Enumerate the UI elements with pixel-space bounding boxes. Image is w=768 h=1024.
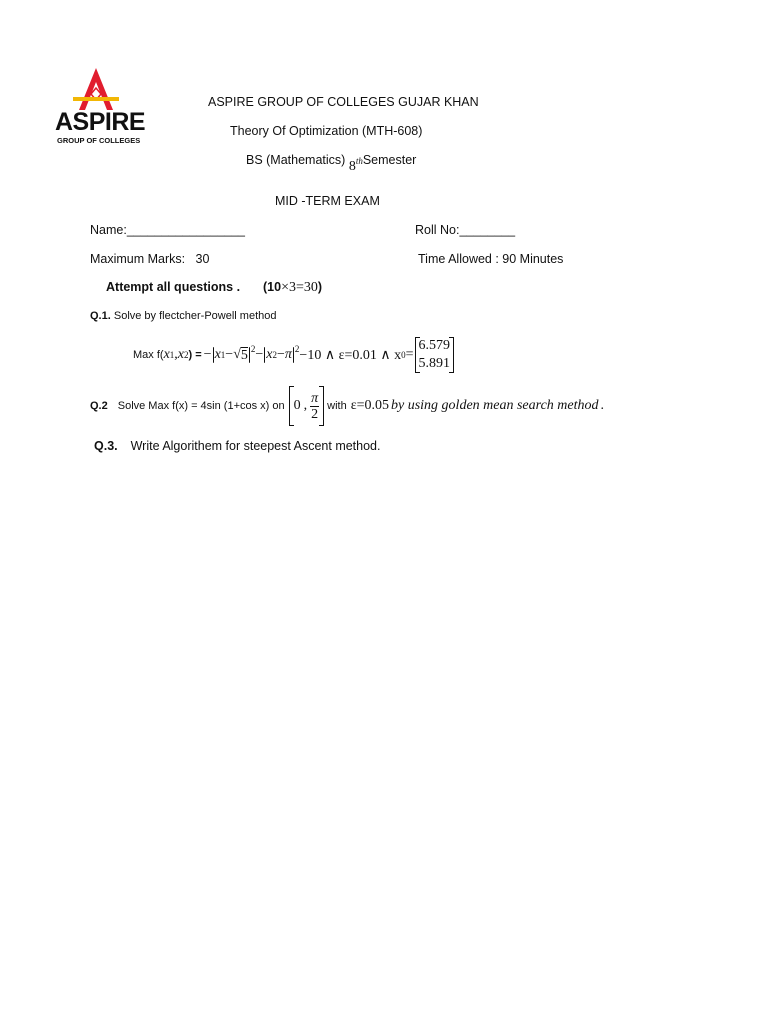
q1-max-label: Max f(	[133, 349, 164, 361]
q1-sq1: 2	[250, 344, 256, 354]
marks-close: )	[317, 280, 323, 294]
semester-sup: th	[355, 156, 363, 166]
q1-line	[90, 310, 277, 322]
q1-x2: x	[177, 347, 184, 362]
q1-mid-minus: −	[255, 347, 264, 362]
program-prefix: BS (Mathematics)	[246, 153, 349, 167]
q3-line	[94, 439, 380, 453]
q1-sqrt-val: 5	[240, 347, 248, 363]
q2-frac-den: 2	[311, 406, 319, 422]
q3-number: Q.3.	[94, 439, 118, 453]
q1-x1: x	[163, 347, 170, 362]
q2-with: with	[327, 400, 347, 412]
q1-minus: −	[203, 347, 212, 362]
q2-line	[90, 386, 604, 426]
q1-pi: π	[284, 347, 292, 362]
time-allowed: Time Allowed : 90 Minutes	[418, 252, 564, 266]
q1-term1-x: x	[214, 347, 221, 362]
q1-term2-sub: 2	[272, 350, 277, 360]
q2-period: .	[600, 398, 604, 413]
logo-tagline: GROUP OF COLLEGES	[57, 136, 141, 145]
exam-title: MID -TERM EXAM	[275, 194, 380, 208]
instructions	[106, 280, 322, 296]
q1-number: Q.1.	[90, 310, 111, 322]
q1-eq: =	[405, 347, 414, 362]
q1-paren-close-2	[293, 347, 294, 363]
course-title: Theory Of Optimization (MTH-608)	[230, 124, 423, 138]
q2-interval-fraction	[310, 391, 319, 422]
q1-comma: ,	[174, 347, 178, 362]
q2-epsilon: ε=0.05	[350, 398, 389, 413]
name-field: Name:_________________	[90, 223, 245, 237]
q1-sub1: 1	[169, 350, 175, 360]
q1-formula	[133, 336, 454, 374]
q1-initial-point-matrix	[415, 337, 455, 373]
instructions-text: Attempt all questions .	[106, 280, 241, 294]
q1-sub2: 2	[184, 350, 189, 360]
roll-no-field: Roll No:________	[415, 223, 516, 237]
q1-close-eq: ) =	[188, 349, 202, 361]
aspire-logo	[55, 66, 146, 148]
q1-term2-minus: −	[277, 347, 285, 362]
q1-x0-sub: 0	[401, 350, 406, 360]
q1-paren-open-1	[213, 347, 214, 363]
marks-times: ×	[281, 280, 289, 295]
marks-rest: 3=30	[289, 280, 318, 295]
institution-title: ASPIRE GROUP OF COLLEGES GUJAR KHAN	[208, 95, 479, 109]
program-line	[246, 153, 417, 174]
logo-brand: ASPIRE	[55, 108, 146, 136]
q1-sqrt-icon: √	[233, 347, 241, 362]
q1-paren-close-1	[249, 347, 250, 363]
max-marks: Maximum Marks: 30	[90, 252, 210, 266]
q1-term1-sub: 1	[220, 350, 226, 360]
q2-interval-comma: ,	[303, 398, 308, 413]
q1-matrix-bottom: 5.891	[418, 356, 450, 371]
q1-tail: −10 ∧ ε=0.01 ∧ x	[299, 347, 402, 363]
q2-interval	[289, 386, 325, 426]
q2-number: Q.2	[90, 400, 108, 412]
q1-text: Solve by flectcher-Powell method	[113, 310, 277, 322]
q2-interval-left: 0	[293, 398, 301, 413]
q1-term1-minus: −	[225, 347, 234, 362]
q1-term2-x: x	[266, 347, 273, 362]
q1-matrix-top: 6.579	[418, 338, 450, 353]
q2-text: Solve Max f(x) = 4sin (1+cos x) on	[117, 400, 285, 412]
q2-frac-num: π	[311, 390, 319, 406]
semester-word: Semester	[362, 153, 417, 167]
marks-open: (10	[263, 280, 282, 294]
q3-text: Write Algorithem for steepest Ascent method.	[130, 439, 381, 453]
q1-sq2: 2	[294, 344, 300, 354]
semester-number: 8	[348, 159, 356, 174]
q2-method: by using golden mean search method	[391, 398, 599, 413]
